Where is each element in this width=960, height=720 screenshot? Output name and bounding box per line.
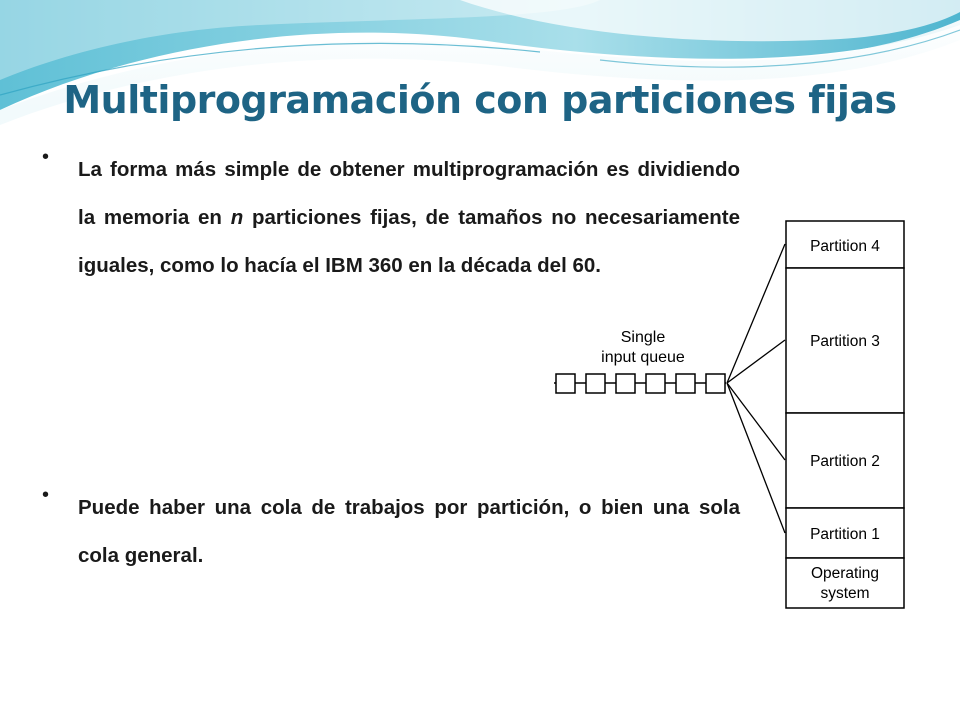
bullet-marker: • [42,146,50,168]
slide-title: Multiprogramación con particiones fijas [63,78,897,122]
input-queue [554,374,726,393]
queue-slot [556,374,575,393]
queue-slot [706,374,725,393]
arrow-to-partition-1 [727,383,785,533]
bullet-marker: • [42,484,50,506]
arrow-to-partition-2 [727,383,785,460]
os-label-line1: Operating [810,565,880,582]
bullet-text-segment-italic: n [230,206,244,229]
bullet-text-segment: particiones fijas, de tamaños no necesariamente iguales, como lo hacía el IBM 360 en la década del 60. [78,206,741,277]
queue-label-line1: Single [620,329,666,346]
queue-slot [676,374,695,393]
partition-1-label: Partition 1 [810,526,880,543]
queue-slot [616,374,635,393]
partition-2-label: Partition 2 [810,453,880,470]
queue-label-line2: input queue [601,349,685,366]
bullet-text-segment: La forma más simple de obtener multiprogramación es dividiendo la memoria en [78,158,740,229]
partition-3-label: Partition 3 [810,333,880,350]
partition-diagram [540,210,920,620]
memory-block [786,221,904,608]
queue-arrows [727,244,785,533]
partition-4-label: Partition 4 [810,238,880,255]
bullet-text-segment: Puede haber una cola de trabajos por partición, o bien una sola cola general. [78,496,740,567]
os-label-line2: system [820,585,870,602]
queue-slot [646,374,665,393]
queue-slot [586,374,605,393]
